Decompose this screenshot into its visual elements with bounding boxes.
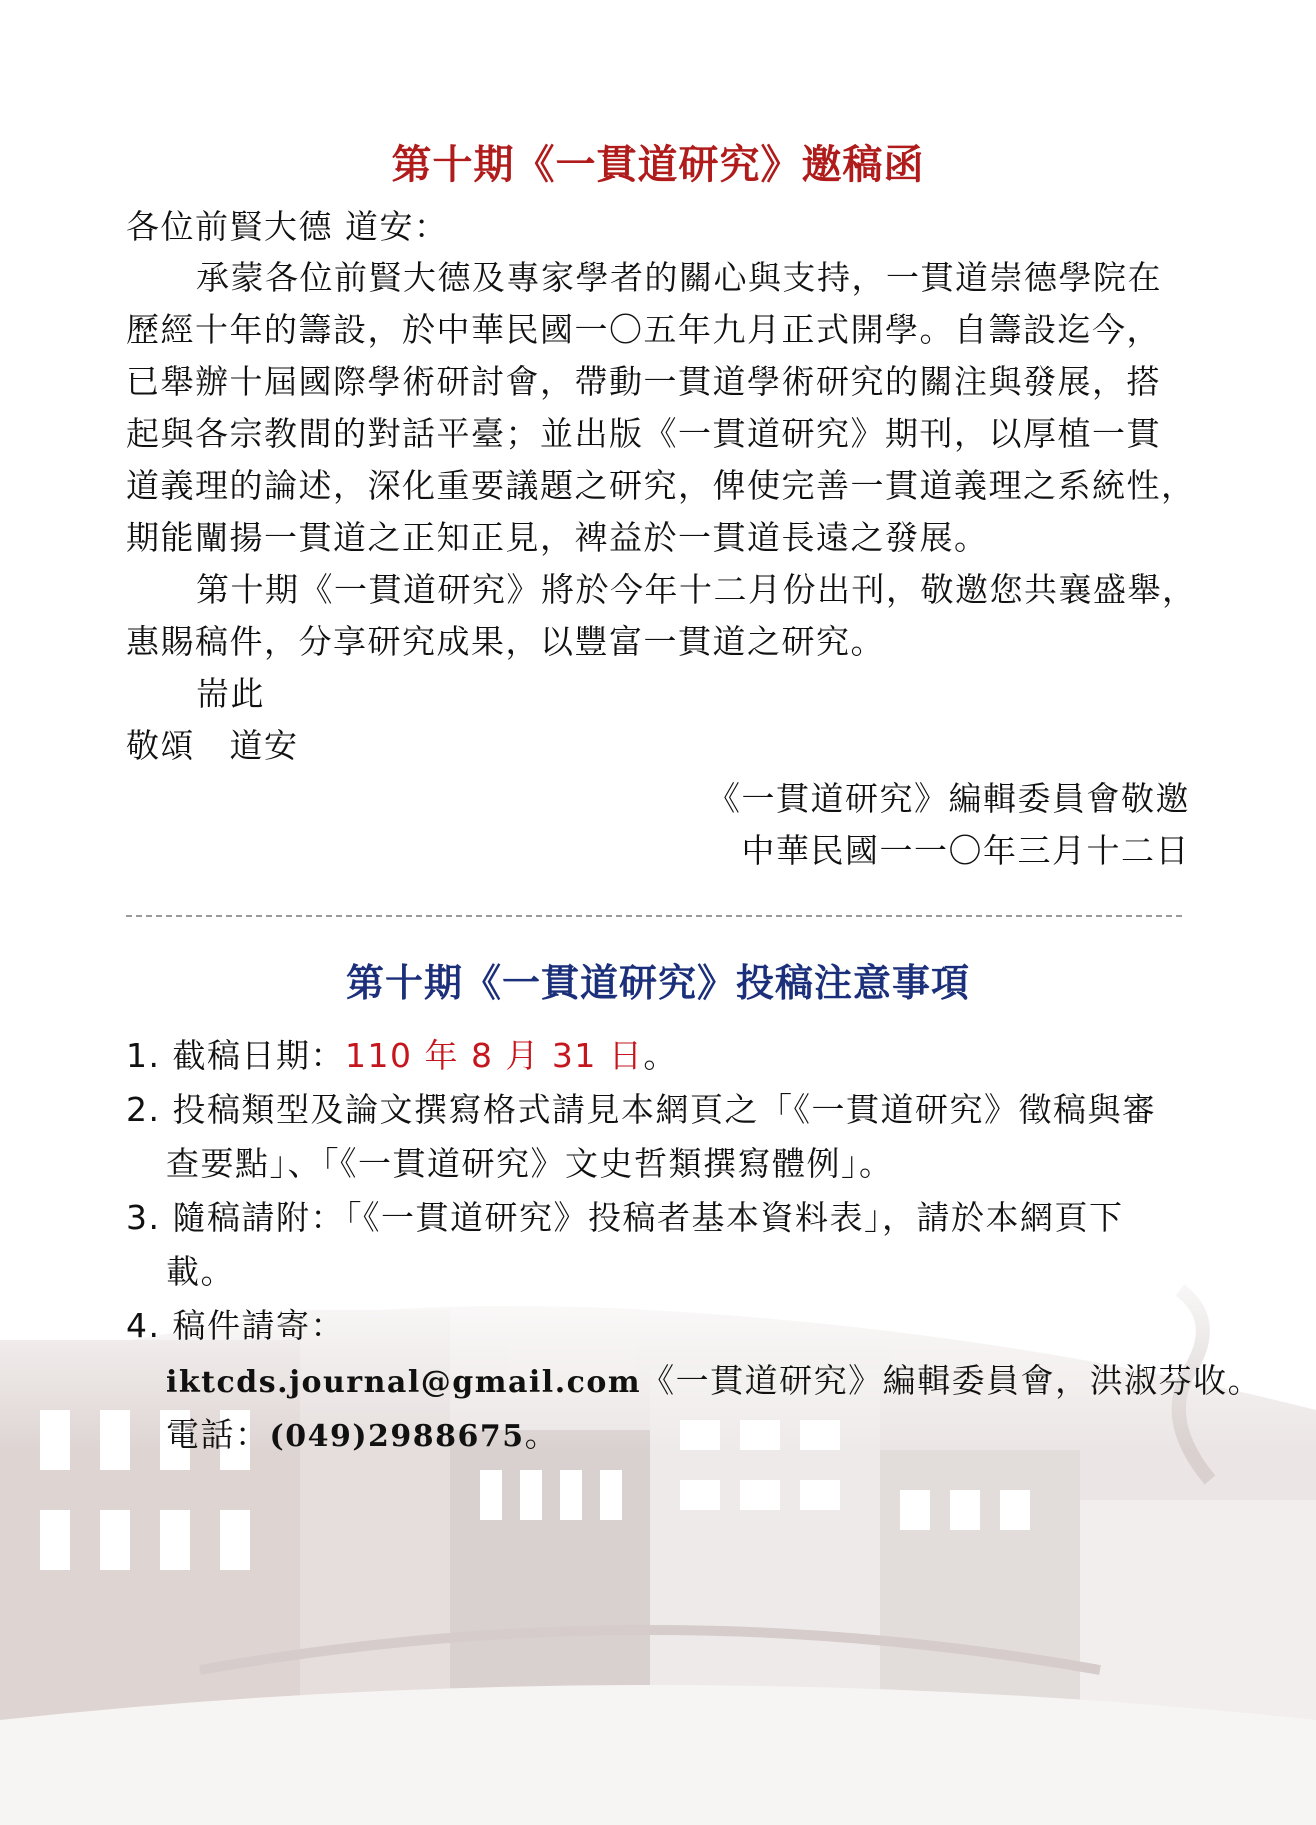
phone-line — [166, 1409, 559, 1463]
paragraph-1-line: 道義理的論述，深化重要議題之研究，俾使完善一貫道義理之系統性， — [126, 466, 1196, 505]
signature: 《一貫道研究》編輯委員會敬邀 — [707, 779, 1190, 818]
submission-recipient: 《一貫道研究》編輯委員會，洪淑芬收。 — [641, 1361, 1263, 1400]
note-item-4: 4. 稿件請寄： — [126, 1306, 345, 1345]
paragraph-2-line: 惠賜稿件，分享研究成果，以豐富一貫道之研究。 — [126, 622, 885, 661]
note-item-1 — [126, 1030, 678, 1082]
invitation-title: 第十期《一貫道研究》邀稿函 — [391, 142, 925, 188]
paragraph-1-line: 已舉辦十屆國際學術研討會，帶動一貫道學術研究的關注與發展，搭 — [126, 362, 1161, 401]
note-item-2-line: 2. 投稿類型及論文撰寫格式請見本網頁之「《一貫道研究》徵稿與審 — [126, 1090, 1157, 1129]
closing-salutation: 敬頌 道安 — [126, 726, 299, 765]
note-item-3-line: 載。 — [166, 1252, 235, 1291]
closing-phrase: 耑此 — [196, 674, 265, 713]
phone-suffix: 。 — [524, 1415, 560, 1454]
submission-email[interactable]: iktcds.journal@gmail.com — [166, 1365, 642, 1400]
paragraph-1-line: 期能闡揚一貫道之正知正見，裨益於一貫道長遠之發展。 — [126, 518, 989, 557]
paragraph-2-line: 第十期《一貫道研究》將於今年十二月份出刊，敬邀您共襄盛舉， — [196, 570, 1197, 609]
note-item-1-label: 1. 截稿日期： — [126, 1036, 345, 1075]
paragraph-1-line: 歷經十年的籌設，於中華民國一〇五年九月正式開學。自籌設迄今， — [126, 310, 1161, 349]
submission-notes-title: 第十期《一貫道研究》投稿注意事項 — [345, 961, 970, 1005]
letter-date: 中華民國一一〇年三月十二日 — [741, 831, 1190, 870]
phone-number: (049)2988675 — [269, 1419, 525, 1454]
note-item-2-line: 查要點」、「《一貫道研究》文史哲類撰寫體例」。 — [166, 1144, 894, 1183]
note-item-1-suffix: 。 — [643, 1036, 678, 1075]
note-item-3-line: 3. 隨稿請附：「《一貫道研究》投稿者基本資料表」，請於本網頁下 — [126, 1198, 1124, 1237]
deadline-date: 110 年 8 月 31 日 — [344, 1036, 644, 1075]
dashed-divider — [126, 915, 1182, 917]
submission-email-line — [166, 1355, 1262, 1409]
paragraph-1-line: 承蒙各位前賢大德及專家學者的關心與支持，一貫道崇德學院在 — [196, 258, 1162, 297]
phone-label: 電話： — [166, 1415, 270, 1454]
paragraph-1-line: 起與各宗教間的對話平臺；並出版《一貫道研究》期刊，以厚植一貫 — [126, 414, 1161, 453]
greeting: 各位前賢大德 道安： — [126, 207, 449, 246]
